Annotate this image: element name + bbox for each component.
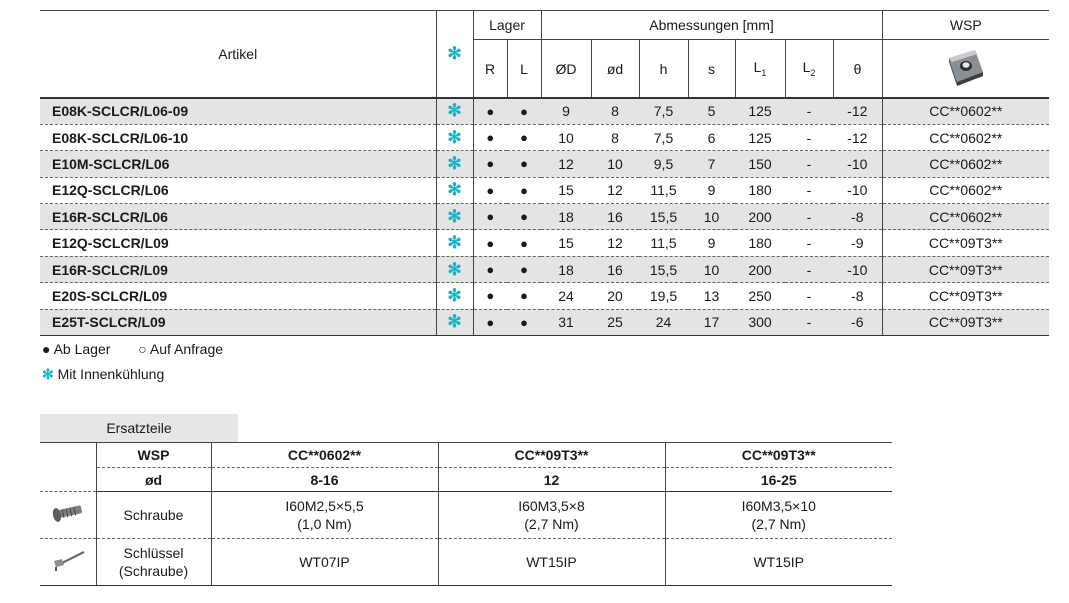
spare-schluessel-3: WT15IP	[665, 539, 892, 586]
spare-schluessel-2: WT15IP	[438, 539, 665, 586]
cell-l2: -	[785, 98, 833, 124]
cell-l: ●	[507, 124, 541, 150]
cell-d: 16	[591, 204, 639, 230]
cell-wsp: CC**09T3**	[882, 256, 1049, 282]
cell-wsp: CC**09T3**	[882, 230, 1049, 256]
header-abmessungen: Abmessungen [mm]	[541, 11, 882, 40]
cell-h: 15,5	[639, 256, 688, 282]
cell-h: 7,5	[639, 98, 688, 124]
cell-d: 12	[591, 177, 639, 203]
cell-wsp: CC**0602**	[882, 204, 1049, 230]
cell-h: 9,5	[639, 151, 688, 177]
cell-d: 15	[541, 230, 591, 256]
cell-wsp: CC**09T3**	[882, 309, 1049, 335]
cell-d: 15	[541, 177, 591, 203]
cell-l2: -	[785, 283, 833, 309]
spare-wsp-3: CC**09T3**	[665, 443, 892, 468]
spare-schluessel-1: WT07IP	[211, 539, 438, 586]
cell-l: ●	[507, 256, 541, 282]
screw-icon	[40, 492, 96, 539]
cell-s: 6	[688, 124, 735, 150]
cell-theta: -6	[833, 309, 882, 335]
cooling-icon: ✻	[436, 230, 473, 256]
header-dD: ØD	[541, 40, 591, 99]
spare-od-3: 16-25	[665, 468, 892, 492]
spare-schraube-3: I60M3,5×10 (2,7 Nm)	[665, 492, 892, 539]
cell-l: ●	[507, 283, 541, 309]
cell-d: 25	[591, 309, 639, 335]
legend-cooling-icon: ✻	[42, 366, 54, 382]
cell-r: ●	[473, 151, 507, 177]
insert-icon	[945, 46, 987, 88]
cell-wsp: CC**0602**	[882, 98, 1049, 124]
table-row	[40, 283, 1049, 309]
cell-r: ●	[473, 283, 507, 309]
cooling-icon: ✻	[436, 124, 473, 150]
header-l1: $L_1$	[735, 40, 785, 99]
cell-theta: -8	[833, 283, 882, 309]
cell-theta: -9	[833, 230, 882, 256]
cell-r: ●	[473, 309, 507, 335]
cell-l2: -	[785, 230, 833, 256]
cell-h: 24	[639, 309, 688, 335]
cell-d: 20	[591, 283, 639, 309]
cell-theta: -10	[833, 177, 882, 203]
cell-d: 31	[541, 309, 591, 335]
cell-d: 18	[541, 256, 591, 282]
cell-d: 12	[541, 151, 591, 177]
cell-r: ●	[473, 230, 507, 256]
spare-schraube-label: Schraube	[96, 492, 211, 539]
cell-l1: 250	[735, 283, 785, 309]
cell-l1: 125	[735, 124, 785, 150]
cooling-icon: ✻	[436, 98, 473, 124]
cell-d: 12	[591, 230, 639, 256]
cell-artikel: E12Q-SCLCR/L09	[40, 230, 436, 256]
cell-r: ●	[473, 177, 507, 203]
cell-l2: -	[785, 151, 833, 177]
cell-s: 5	[688, 98, 735, 124]
cooling-icon: ✻	[436, 283, 473, 309]
cell-wsp: CC**0602**	[882, 124, 1049, 150]
cell-artikel: E25T-SCLCR/L09	[40, 309, 436, 335]
cell-d: 8	[591, 124, 639, 150]
cell-d: 8	[591, 98, 639, 124]
cell-r: ●	[473, 98, 507, 124]
table-row	[40, 98, 1049, 124]
spare-od-2: 12	[438, 468, 665, 492]
spare-wsp-1: CC**0602**	[211, 443, 438, 468]
header-h: h	[639, 40, 688, 99]
cell-d: 10	[591, 151, 639, 177]
header-lager: Lager	[473, 11, 541, 40]
table-row	[40, 124, 1049, 150]
header-dd: ød	[591, 40, 639, 99]
cell-s: 10	[688, 256, 735, 282]
cell-artikel: E08K-SCLCR/L06-10	[40, 124, 436, 150]
cell-l1: 300	[735, 309, 785, 335]
cell-l: ●	[507, 204, 541, 230]
legend-row-1	[42, 341, 247, 357]
cell-r: ●	[473, 256, 507, 282]
cell-artikel: E08K-SCLCR/L06-09	[40, 98, 436, 124]
cell-l: ●	[507, 151, 541, 177]
insert-image	[882, 40, 1049, 99]
table-row	[40, 151, 1049, 177]
cell-l1: 200	[735, 204, 785, 230]
cell-l1: 180	[735, 230, 785, 256]
spare-parts-table	[40, 442, 892, 586]
cell-theta: -8	[833, 204, 882, 230]
spare-schraube-1: I60M2,5×5,5 (1,0 Nm)	[211, 492, 438, 539]
spare-wsp-2: CC**09T3**	[438, 443, 665, 468]
cell-wsp: CC**09T3**	[882, 283, 1049, 309]
cell-l: ●	[507, 230, 541, 256]
header-theta: θ	[833, 40, 882, 99]
cell-theta: -12	[833, 98, 882, 124]
cell-h: 15,5	[639, 204, 688, 230]
cell-s: 9	[688, 177, 735, 203]
cell-artikel: E12Q-SCLCR/L06	[40, 177, 436, 203]
cell-s: 17	[688, 309, 735, 335]
spare-schraube-2: I60M3,5×8 (2,7 Nm)	[438, 492, 665, 539]
legend-auf-anfrage: ○ Auf Anfrage	[138, 341, 224, 357]
cell-theta: -10	[833, 151, 882, 177]
cell-h: 11,5	[639, 230, 688, 256]
header-l2: $L_2$	[785, 40, 833, 99]
cooling-icon: ✻	[436, 204, 473, 230]
cell-d: 24	[541, 283, 591, 309]
cell-h: 11,5	[639, 177, 688, 203]
cell-wsp: CC**0602**	[882, 177, 1049, 203]
legend-ab-lager: ● Ab Lager	[42, 341, 111, 357]
cooling-icon: ✻	[436, 177, 473, 203]
cell-artikel: E10M-SCLCR/L06	[40, 151, 436, 177]
table-row	[40, 256, 1049, 282]
header-artikel: Artikel	[40, 11, 436, 99]
header-l: L	[507, 40, 541, 99]
spare-parts-title: Ersatzteile	[40, 414, 238, 442]
cell-r: ●	[473, 124, 507, 150]
cell-theta: -10	[833, 256, 882, 282]
cell-l1: 180	[735, 177, 785, 203]
cell-l2: -	[785, 177, 833, 203]
cell-artikel: E20S-SCLCR/L09	[40, 283, 436, 309]
cell-l2: -	[785, 256, 833, 282]
cell-l1: 125	[735, 98, 785, 124]
spare-od-1: 8-16	[211, 468, 438, 492]
header-cooling-icon: ✻	[436, 11, 473, 99]
header-wsp: WSP	[882, 11, 1049, 40]
cell-theta: -12	[833, 124, 882, 150]
spare-wsp-label: WSP	[96, 443, 211, 468]
cooling-icon: ✻	[436, 256, 473, 282]
cell-wsp: CC**0602**	[882, 151, 1049, 177]
legend-innenkuehlung: Mit Innenkühlung	[57, 366, 165, 382]
cell-l: ●	[507, 98, 541, 124]
cell-s: 13	[688, 283, 735, 309]
cell-h: 19,5	[639, 283, 688, 309]
cell-s: 7	[688, 151, 735, 177]
spare-schluessel-label: Schlüssel (Schraube)	[96, 539, 211, 586]
cell-l2: -	[785, 124, 833, 150]
cell-l2: -	[785, 204, 833, 230]
table-row	[40, 230, 1049, 256]
header-r: R	[473, 40, 507, 99]
cell-artikel: E16R-SCLCR/L06	[40, 204, 436, 230]
cell-l1: 200	[735, 256, 785, 282]
cell-artikel: E16R-SCLCR/L09	[40, 256, 436, 282]
cell-l: ●	[507, 309, 541, 335]
cell-d: 10	[541, 124, 591, 150]
cell-r: ●	[473, 204, 507, 230]
cell-l2: -	[785, 309, 833, 335]
cell-s: 10	[688, 204, 735, 230]
table-row	[40, 177, 1049, 203]
table-row	[40, 309, 1049, 335]
cell-s: 9	[688, 230, 735, 256]
cell-h: 7,5	[639, 124, 688, 150]
legend-row-2	[42, 366, 164, 383]
spare-od-label: ød	[96, 468, 211, 492]
cell-l: ●	[507, 177, 541, 203]
cell-d: 18	[541, 204, 591, 230]
cooling-icon: ✻	[436, 151, 473, 177]
header-s: s	[688, 40, 735, 99]
cooling-icon: ✻	[436, 309, 473, 335]
table-row	[40, 204, 1049, 230]
key-icon	[40, 539, 96, 586]
cell-d: 16	[591, 256, 639, 282]
article-table	[40, 10, 1049, 336]
article-rows	[40, 98, 1049, 336]
cell-l1: 150	[735, 151, 785, 177]
cell-d: 9	[541, 98, 591, 124]
